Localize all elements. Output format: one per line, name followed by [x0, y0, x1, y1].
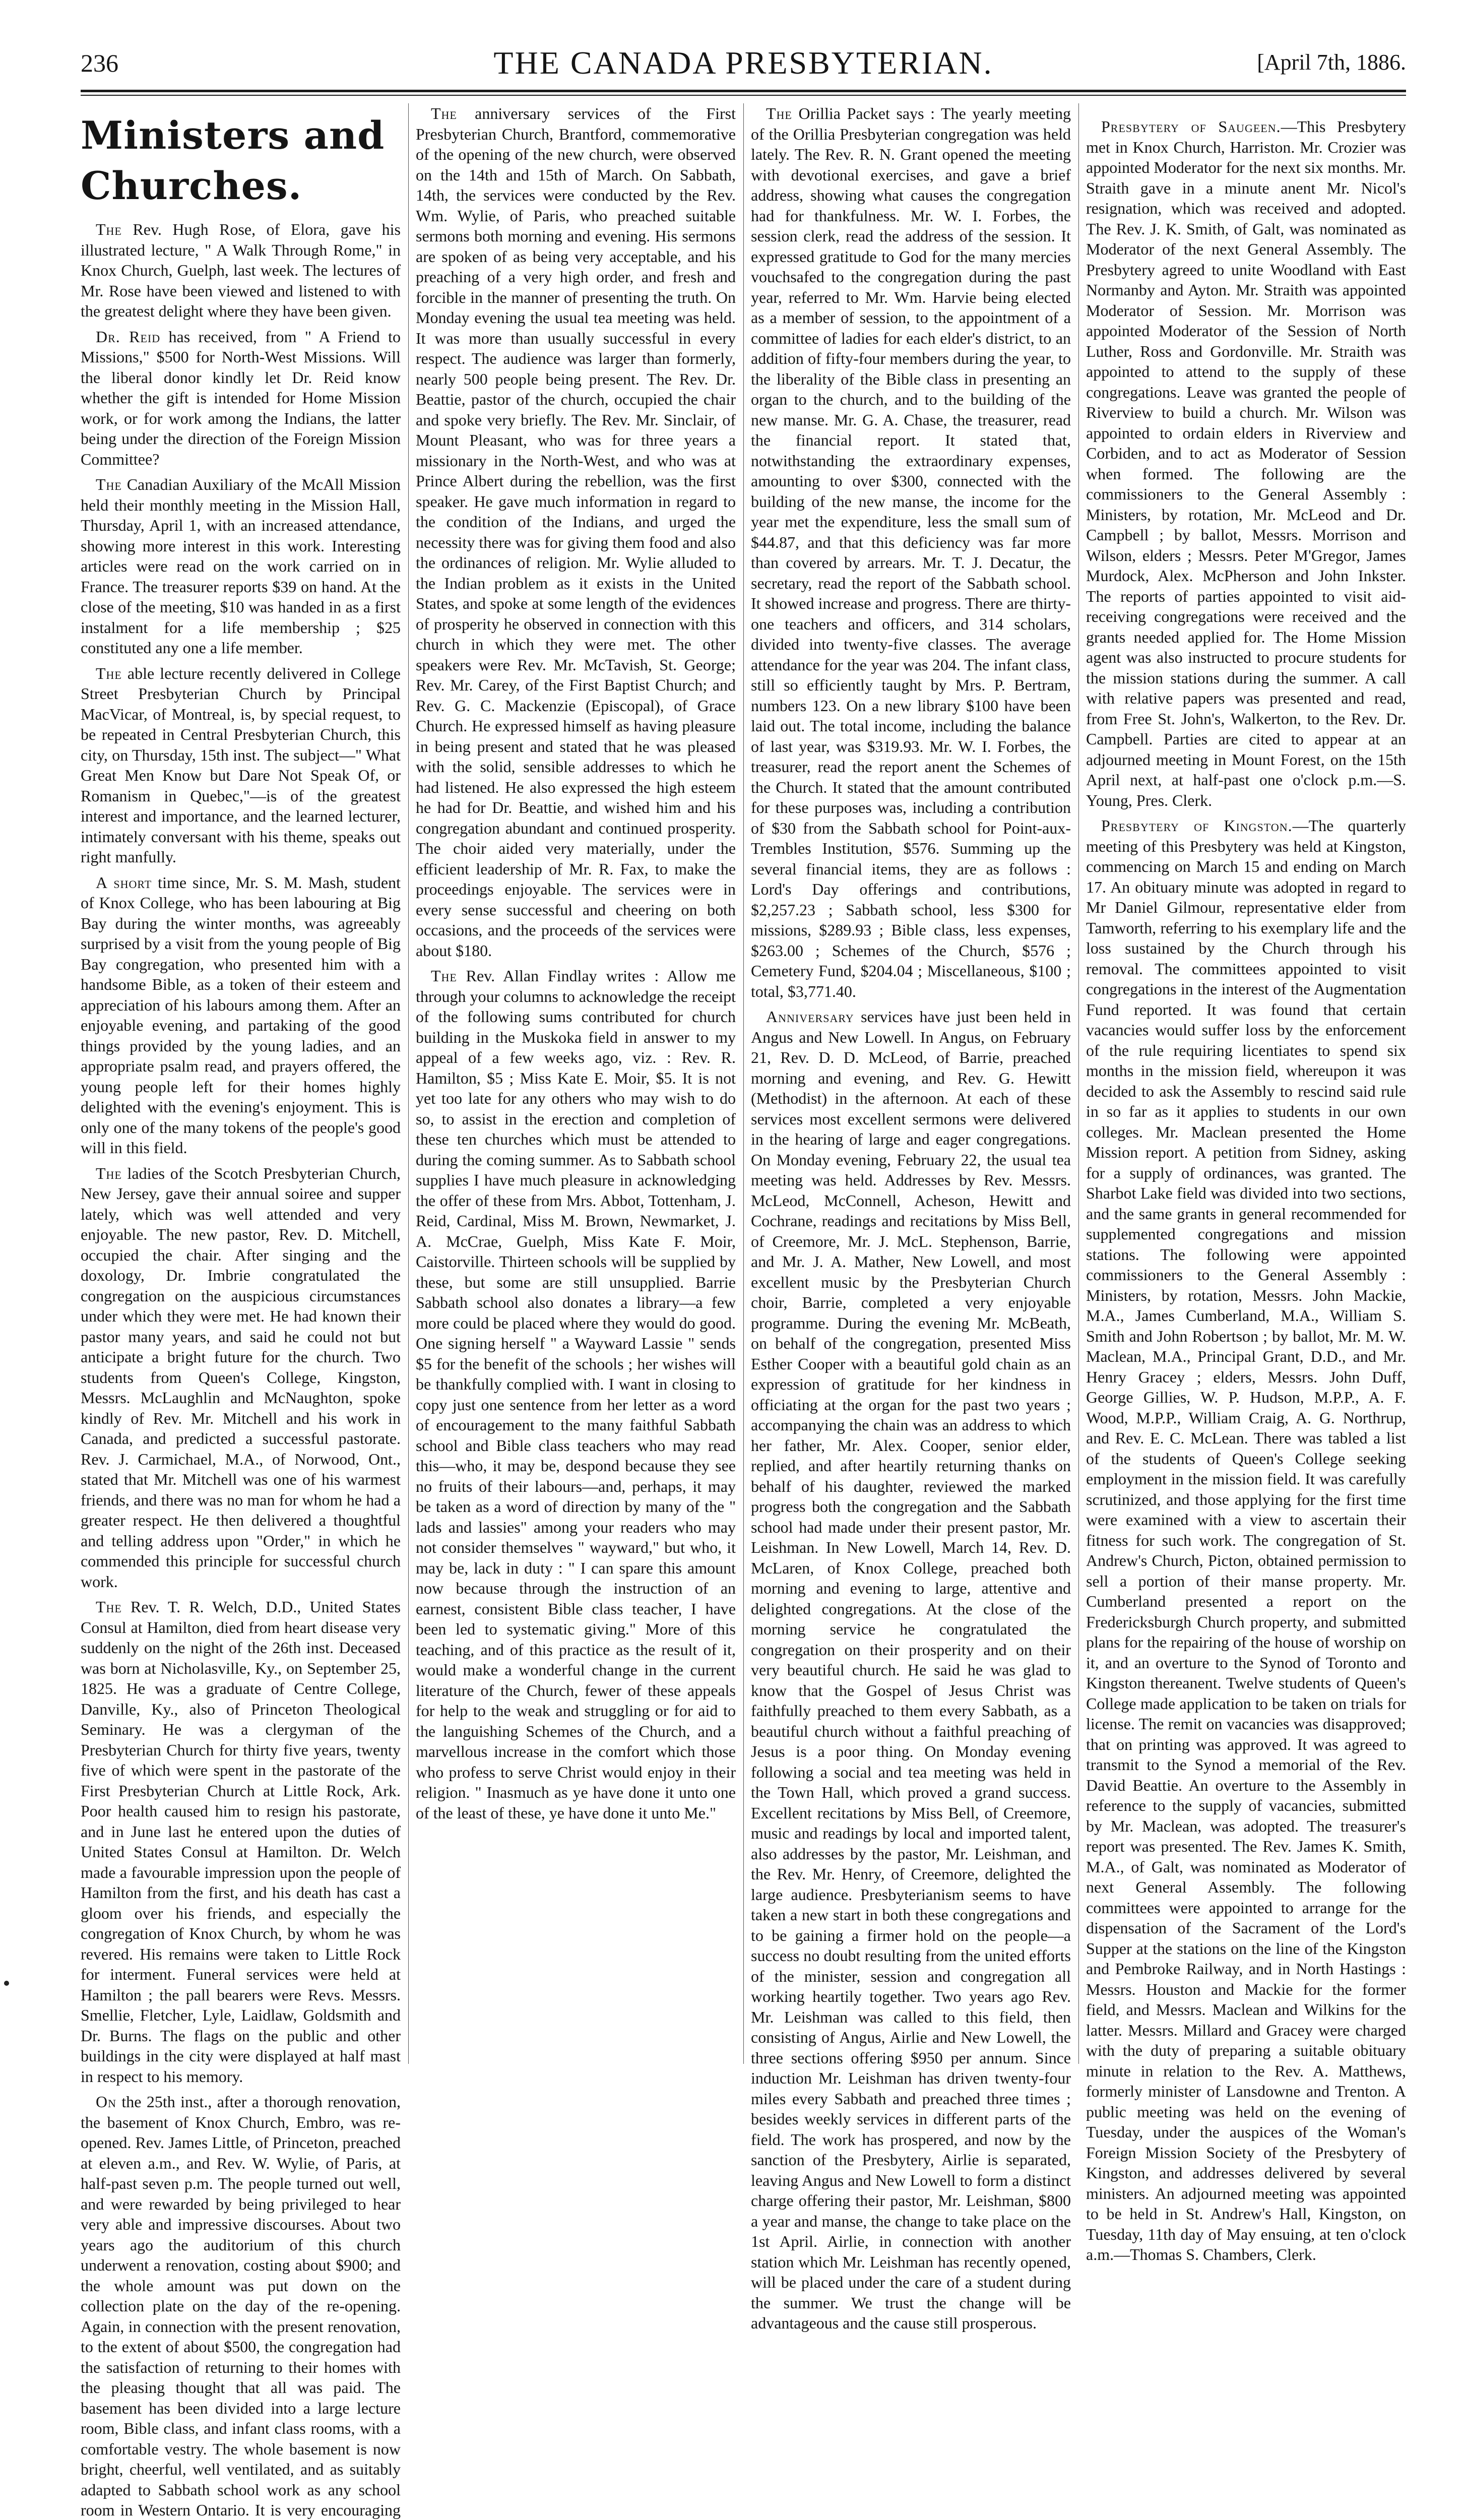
- article-lead: The: [766, 104, 792, 122]
- spacer: [1086, 103, 1406, 116]
- article-text: Rev. Hugh Rose, of Elora, gave his illustrated lecture, " A Walk Through Rome," in Knox Church, Guelph, last week. The lectures of Mr. Rose have been viewed and listened to with the greatest delight where they have been given.: [81, 220, 401, 320]
- article-text: the 25th inst., after a thorough renovation, the basement of Knox Church, Embro, was re-opened. Rev. James Little, of Princeton, preached at eleven a.m., and Rev. W. Wylie, of Paris, at half-past seven p.m. The people turned out well, and were rewarded by being privileged to hear very able and impressive discourses. About two years ago the auditorium of this church underwent a renovation, costing about $900; and the whole amount was put down on the collection plate on the day of the re-opening. Again, in connection with the present renovation, to the extent of about $500, the congregation had the satisfaction of returning to their homes with the pleasing thought that all was paid. The basement has been divided into a large lecture room, Bible class, and infant class rooms, with a comfortable vestry. The whole basement is now bright, cheerful, well ventilated, and as suitably adapted to Sabbath school work as any school room in Western Ontario. It is very encouraging: [81, 2093, 401, 2519]
- page-number: 236: [81, 49, 118, 77]
- section-title: Ministers and Churches.: [81, 113, 385, 208]
- article-lead: The: [96, 1164, 122, 1182]
- article-paragraph: [81, 2092, 401, 2520]
- article-paragraph: [81, 474, 401, 658]
- journal-title: THE CANADA PRESBYTERIAN.: [493, 45, 993, 81]
- article-lead: The: [431, 967, 457, 985]
- article-lead: Dr. Reid: [96, 327, 161, 346]
- article-lead: The: [431, 104, 457, 122]
- presbytery-report: [1086, 116, 1406, 810]
- article-lead: Anniversary: [766, 1007, 854, 1026]
- article-text: anniversary services of the First Presbyterian Church, Brantford, commemorative of the opening of the new church, were observed on the 14th and 15th of March. On Sabbath, 14th, the services were conducted by the Rev. Wm. Wylie, of Paris, who preached suitable sermons both morning and evening. His sermons are spoken of as being very acceptable, and his preaching of a very high order, and fresh and forcible in the manner of presenting the truth. On Monday evening the usual tea meeting was held. It was more than usually successful in every respect. The audience was larger than formerly, nearly 500 people being present. The Rev. Dr. Beattie, pastor of the church, occupied the chair and spoke very briefly. The Rev. Mr. Sinclair, of Mount Pleasant, who was for three years a missionary in the North-West, and who was at Prince Albert during the rebellion, was the first speaker. He gave much information in regard to the condition of the Indians, and urged the necessity there was for giving them food and also the ordinances of religion. Mr. Wylie alluded to the Indian problem as it exists in the United States, and spoke at some length of the evidences of prosperity he observed in connection with this church in which they were met. The other speakers were Rev. Mr. McTavish, St. George; Rev. Mr. Carey, of the First Baptist Church; and Rev. G. C. Mackenzie (Episcopal), of Grace Church. He expressed himself as having pleasure in being present and stated that he was pleased with the solid, sensible addresses to which he had listened. He also expressed the high esteem he had for Dr. Beattie, and wished him and his congregation abundant and continued prosperity. The choir aided very materially, under the efficient leadership of Mr. R. Fax, to make the proceedings enjoyable. The services were in every sense successful and cheering on both occasions, and the proceeds of the services were about $180.: [416, 104, 736, 960]
- report-text: —The quarterly meeting of this Presbytery was held at Kingston, commencing on March 15 and ending on March 17. An obituary minute was adopted in regard to Mr Daniel Gilmour, representative elder from Tamworth, referring to his exemplary life and the loss sustained by the Church through his removal. The committees appointed to visit congregations in the interest of the Augmentation Fund reported. It was found that certain vacancies would suffer loss by the enforcement of the rule requiring licentiates to spend six months in the mission field, whereupon it was decided to ask the Assembly to rescind said rule in so far as it applies to students in our own colleges. Mr. Maclean presented the Home Mission report. A petition from Sidney, asking for a supply of ordinances, was granted. The Sharbot Lake field was divided into two sections, and the same grants in general recommended for supplemented congregations and mission stations. The following were appointed commissioners to the General Assembly : Ministers, by rotation, Messrs. John Mackie, M.A., James Cumberland, M.A., William S. Smith and John Robertson ; by ballot, Mr. M. W. Maclean, M.A., Principal Grant, D.D., and Mr. Henry Gracey ; elders, Messrs. John Duff, George Gillies, W. P. Hudson, M.P.P., A. F. Wood, M.P.P., William Craig, A. G. Northrup, and Rev. E. C. McLean. There was tabled a list of the students of Queen's College seeking employment in the mission field. It was carefully scrutinized, and those applying for the first time were examined with a view to ascertain their fitness for such work. The congregation of St. Andrew's Church, Picton, obtained permission to sell a portion of their manse property. Mr. Cumberland presented a report on the Fredericksburgh Church property, and submitted plans for the repairing of the house of worship on it, and an overture to the Synod of Toronto and Kingston thereanent. Twelve students of Queen's College made application to be taken on trials for license. The remit on vacancies was disapproved; that on printing was approved. It was agreed to transmit to the Synod a memorial of the Rev. David Beattie. An overture to the Assembly in reference to the supply of vacancies, submitted by Mr. Maclean, was adopted. The treasurer's report was presented. The Rev. James K. Smith, M.A., of Galt, was nominated as Moderator of next General Assembly. The following committees were appointed to arrange for the dispensation of the Sacrament of the Lord's Supper at the stations on the line of the Kingston and Pembroke Railway, and in North Hastings : Messrs. Houston and Mackie for the former field, and Messrs. Maclean and Wilkins for the latter. Messrs. Millard and Gracey were charged with the duty of preparing a suitable obituary minute in relation to the Rev. A. Matthews, formerly minister of Lansdowne and Trenton. A public meeting was held on the evening of Tuesday, under the auspices of the Woman's Foreign Mission Society of the Presbytery of Kingston, and addresses delivered by several ministers. An adjourned meeting was appointed to be held in St. Andrew's Hall, Kingston, on Tuesday, 11th day of May ensuing, at ten o'clock a.m.—Thomas S. Chambers, Clerk.: [1086, 816, 1406, 2263]
- article-lead: The: [96, 220, 122, 238]
- header-rule-thick: [81, 90, 1406, 92]
- report-text: —This Presbytery met in Knox Church, Harriston. Mr. Crozier was appointed Moderator for the next six months. Mr. Straith gave in a minute anent Mr. Nicol's resignation, which was received and adopted. The Rev. J. K. Smith, of Galt, was nominated as Moderator of the next General Assembly. The Presbytery agreed to unite Woodland with East Normanby and Ayton. Mr. Straith was appointed Moderator of Session. Mr. Morrison was appointed Moderator of the Session of North Luther, Ross and Gordonville. Mr. Straith was appointed to attend to the supply of these congregations. Leave was granted the people of Riverview to build a church. Mr. Wilson was appointed to ordain elders in Riverview and Corbiden, and to act as Moderator of Session when formed. The following are the commissioners to the General Assembly : Ministers, by rotation, Mr. McLeod and Dr. Campbell ; by ballot, Messrs. Morrison and Wilson, elders ; Messrs. Peter M'Gregor, James Murdock, Alex. McPherson and John Inkster. The reports of parties appointed to visit aid-receiving congregations were received and the grants needed applied for. The Home Mission agent was also instructed to procure students for the mission stations during the summer. A call with relative papers was presented and read, from Free St. John's, Walkerton, to the Rev. Dr. Campbell. Parties are cited to appear at an adjourned meeting in Mount Forest, on the 15th April next, at half-past one o'clock p.m.—S. Young, Pres. Clerk.: [1086, 117, 1406, 809]
- page-header: [81, 44, 1406, 86]
- article-lead: On: [96, 2093, 116, 2111]
- article-text: ladies of the Scotch Presbyterian Church, New Jersey, gave their annual soiree and supper lately, which was well attended and very enjoyable. The new pastor, Rev. D. Mitchell, occupied the chair. After singing and the doxology, Dr. Imbrie congratulated the congregation on the auspicious circumstances under which they were met. He had known their pastor many years, and said he could not but anticipate a bright future for the church. Two students from Queen's College, Kingston, Messrs. McLaughlin and McNaughton, spoke kindly of Rev. Mr. Mitchell and his work in Canada, and predicted a successful pastorate. Rev. J. Carmichael, M.A., of Norwood, Ont., stated that Mr. Mitchell was one of his warmest friends, and there was no man for whom he had a greater respect. He then delivered a thoughtful and telling address upon "Order," in which he commended this principle for successful church work.: [81, 1164, 401, 1591]
- article-text: time since, Mr. S. M. Mash, student of Knox College, who has been labouring at Big Bay during the winter months, was agreeably surprised by a visit from the young people of Big Bay congregation, who presented him with a handsome Bible, as a token of their esteem and appreciation of his labours among them. After an enjoyable evening, and partaking of the good things provided by the young ladies, and an appropriate psalm read, and prayers offered, the young people left for their homes highly delighted with the evening's enjoyment. This is only one of the many tokens of the people's good will in this field.: [81, 873, 401, 1157]
- report-lead: Presbytery of Saugeen.: [1101, 117, 1281, 136]
- article-paragraph: [81, 872, 401, 1158]
- article-text: able lecture recently delivered in College Street Presbyterian Church by Principal MacVicar, of Montreal, is, by special request, to be repeated in Central Presbyterian Church, this city, on Thursday, 15th inst. The subject—" What Great Men Know but Dare Not Speak Of, or Romanism in Quebec,"—is of the greatest interest and importance, and the learned lecturer, intimately conversant with his theme, speaks out right manfully.: [81, 664, 401, 866]
- column-divider: [743, 103, 744, 2064]
- presbytery-report: [1086, 815, 1406, 2265]
- article-paragraph: [751, 103, 1071, 1001]
- issue-date: [April 7th, 1886.: [1257, 50, 1406, 75]
- column-1: [81, 103, 401, 2519]
- header-rule-thin: [81, 95, 1406, 96]
- article-text: Rev. Allan Findlay writes : Allow me through your columns to acknowledge the receipt of the following sums contributed for church building in the Muskoka field in answer to my appeal of a few weeks ago, viz. : Rev. R. Hamilton, $5 ; Miss Kate E. Moir, $5. It is not yet too late for any others who may wish to do so, to assist in the erection and completion of these ten churches which must be attended to during the coming summer. As to Sabbath school supplies I have much pleasure in acknowledging the offer of these from Mrs. Abbot, Tottenham, J. Reid, Cardinal, Miss M. Brown, Newmarket, J. A. McCrae, Guelph, Miss Kate F. Moir, Caistorville. Thirteen schools will be supplied by these, but some are still unsupplied. Barrie Sabbath school also donates a library—a few more could be placed where they would do good. One signing herself " a Wayward Lassie " sends $5 for the benefit of the schools ; her wishes will be thankfully complied with. I want in closing to copy just one sentence from her letter as a word of encouragement to the many faithful Sabbath school and Bible class teachers who may read this—who, it may be, despond because they see no fruits of their labours—and, perhaps, it may be taken as a word of direction by many of the " lads and lassies" among your readers who may not consider themselves " wayward," but who, it may be, lack in duty : " I can spare this amount now because through the instruction of an earnest, consistent Bible class teacher, I have been led to systematic giving." More of this teaching, and of this practice as the result of it, would make a wonderful change in the current literature of the Church, fewer of these appeals for help to the weak and struggling or for aid to the languishing Schemes of the Church, and a marvellous increase in the comfort which those who profess to serve Christ would enjoy in their religion. " Inasmuch as ye have done it unto one of the least of these, ye have done it unto Me.": [416, 967, 736, 1822]
- article-paragraph: [751, 1006, 1071, 2334]
- article-paragraph: [81, 663, 401, 867]
- column-3: [751, 103, 1071, 2332]
- column-divider: [408, 103, 409, 2064]
- report-lead: Presbytery of Kingston.: [1101, 816, 1293, 835]
- article-text: has received, from " A Friend to Missions," $500 for North-West Missions. Will the liberal donor kindly let Dr. Reid know whether the gift is intended for Home Mission work, or for work among the Indians, the latter being under the direction of the Foreign Mission Committee?: [81, 327, 401, 468]
- article-text: Canadian Auxiliary of the McAll Mission held their monthly meeting in the Mission Hall, Thursday, April 1, with an increased attendance, showing more interest in this work. Interesting articles were read on the work carried on in France. The treasurer reports $39 on hand. At the close of the meeting, $10 was handed in as a first instalment for a life membership ; $25 constituted any one a life member.: [81, 475, 401, 657]
- article-paragraph: [81, 1163, 401, 1592]
- article-paragraph: [81, 327, 401, 470]
- article-text: Rev. T. R. Welch, D.D., United States Consul at Hamilton, died from heart disease very suddenly on the night of the 26th inst. Deceased was born at Nicholasville, Ky., on September 25, 1825. He was a graduate of Centre College, Danville, Ky., also of Princeton Theological Seminary. He was a clergyman of the Presbyterian Church for thirty five years, twenty five of which were spent in the pastorate of the First Presbyterian Church at Little Rock, Ark. Poor health caused him to resign his pastorate, and in June last he entered upon the duties of United States Consul at Hamilton. Dr. Welch made a favourable impression upon the people of Hamilton from the first, and his death has cast a gloom over his friends, and especially the congregation of Knox Church, by whom he was revered. His remains were taken to Little Rock for interment. Funeral services were held at Hamilton ; the pall bearers were Revs. Messrs. Smellie, Fletcher, Lyle, Laidlaw, Goldsmith and Dr. Burns. The flags on the public and other buildings in the city were displayed at half mast in respect to his memory.: [81, 1598, 401, 2086]
- article-lead: The: [96, 1598, 122, 1616]
- article-columns: [81, 103, 1406, 2519]
- article-paragraph: [81, 1597, 401, 2087]
- column-4: [1086, 103, 1406, 2263]
- article-lead: A short: [96, 873, 152, 892]
- article-text: services have just been held in Angus and New Lowell. In Angus, on February 21, Rev. D. D. McLeod, of Barrie, preached morning and evening, and Rev. G. Hewitt (Methodist) in the afternoon. At each of these services most excellent sermons were delivered in the hearing of large and eager congregations. On Monday evening, February 22, the usual tea meeting was held. Addresses by Rev. Messrs. McLeod, McConnell, Acheson, Hewitt and Cochrane, readings and recitations by Miss Bell, of Creemore, Mr. J. McL. Stephenson, Barrie, and Mr. J. A. Mather, New Lowell, and most excellent music by the Presbyterian Church choir, Barrie, completed a very enjoyable programme. During the evening Mr. McBeath, on behalf of the congregation, presented Miss Esther Cooper with a beautiful gold chain as an expression of gratitude for her kindness in officiating at the organ for the past two years ; accompanying the chain was an address to which her father, Mr. Alex. Cooper, senior elder, replied, and after heartily returning thanks on behalf of his daughter, reviewed the marked progress both the congregation and the Sabbath school had made under their present pastor, Mr. Leishman. In New Lowell, March 14, Rev. D. McLaren, of Knox College, preached both morning and evening to large, attentive and delighted congregations. At the close of the morning service he congratulated the congregation on their prosperity and on their very beautiful church. He said he was glad to know that the Gospel of Jesus Christ was faithfully preached to them every Sabbath, as a beautiful church without a faithful preaching of Jesus is a poor thing. On Monday evening following a social and tea meeting was held in the Town Hall, which proved a grand success. Excellent recitations by Miss Bell, of Creemore, music and readings by local and imported talent, also addresses by the pastor, Mr. Leishman, and the Rev. Mr. Henry, of Creemore, delighted the large audience. Presbyterianism seems to have taken a new start in both these congregations and to be gaining a firmer hold on the people—a success no doubt resulting from the united efforts of the minister, session and congregation all working heartily together. Two years ago Rev. Mr. Leishman was called to this field, then consisting of Angus, Airlie and New Lowell, the three sections offering $950 per annum. Since induction Mr. Leishman has driven twenty-four miles every Sabbath and preached three times ; besides weekly services in different parts of the field. The work has prospered, and now by the sanction of the Presbytery, Airlie is separated, leaving Angus and New Lowell to form a distinct charge offering their pastor, Mr. Leishman, $800 a year and manse, the change to take place on the 1st April. Airlie, in connection with another station which Mr. Leishman has recently opened, will be placed under the care of a student during the summer. We trust the change will be advantageous and the cause still prosperous.: [751, 1007, 1071, 2332]
- column-2: [416, 103, 736, 2064]
- article-lead: The: [96, 475, 122, 493]
- article-paragraph: [416, 966, 736, 1823]
- column-divider: [1078, 103, 1079, 2064]
- ink-spot: [4, 1981, 9, 1986]
- article-paragraph: [416, 103, 736, 961]
- article-lead: The: [96, 664, 122, 682]
- article-paragraph: [81, 219, 401, 322]
- article-text: Orillia Packet says : The yearly meeting of the Orillia Presbyterian congregation was held lately. The Rev. R. N. Grant opened the meeting with devotional exercises, and gave a brief address, showing what causes the congregation had for thankfulness. Mr. W. I. Forbes, the session clerk, read the address of the session. It expressed gratitude to God for the many mercies vouchsafed to the congregation during the past year, referred to Mr. Wm. Harvie being elected as a member of session, to the appointment of a committee of ladies for each elder's district, to an addition of fifty-four members during the year, to the liberality of the Bible class in presenting an organ to the church, and to the building of the new manse. Mr. G. A. Chase, the treasurer, read the financial report. It stated that, notwithstanding the extraordinary expenses, amounting to over $300, connected with the building of the new manse, the income for the year met the expenditure, less the small sum of $44.87, and that this deficiency was far more than covered by arrears. Mr. T. J. Decatur, the secretary, read the report of the Sabbath school. It showed increase and progress. There are thirty-one teachers and officers, and 314 scholars, divided into twenty-five classes. The average attendance for the year was 204. The infant class, still so efficiently taught by Mrs. P. Bertram, numbers 123. On a new library $100 have been laid out. The total income, including the balance of last year, was $319.93. Mr. W. I. Forbes, the treasurer, read the report anent the Schemes of the Church. It stated that the amount contributed for these purposes was, including a contribution of $30 from the Sabbath school for Point-aux-Trembles Institution, $576. Summing up the several financial items, they are as follows : Lord's Day offerings and contributions, $2,257.23 ; Sabbath school, less $300 for missions, $289.93 ; Bible class, less expenses, $263.00 ; Schemes of the Church, $576 ; Cemetery Fund, $204.04 ; Miscellaneous, $100 ; total, $3,771.40.: [751, 104, 1071, 1000]
